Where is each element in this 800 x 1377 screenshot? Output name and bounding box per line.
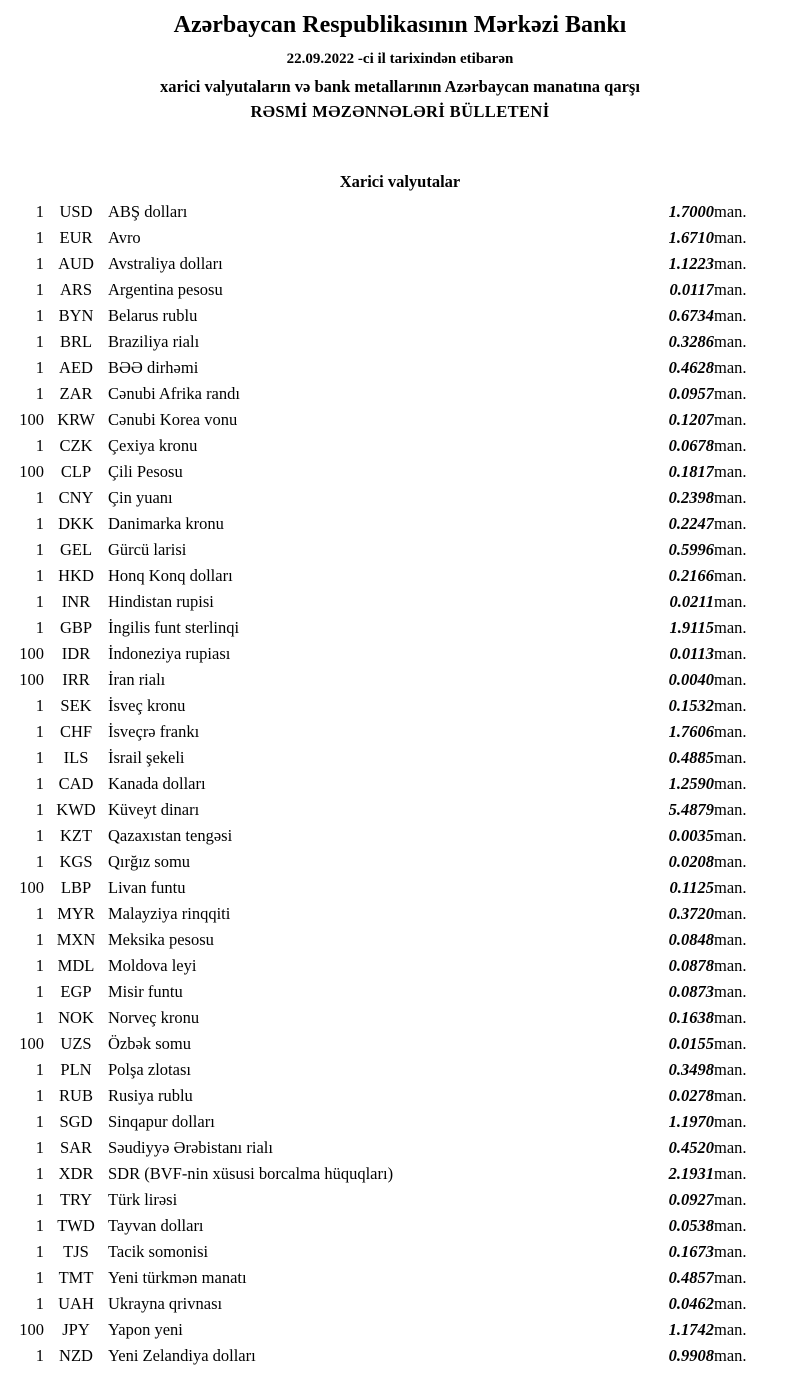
rate-currency-name: Çexiya kronu — [108, 436, 198, 455]
rate-unit: man. — [714, 774, 747, 793]
rate-value: 0.0211 — [669, 592, 714, 611]
rate-row — [0, 563, 800, 589]
rate-unit: man. — [714, 982, 747, 1001]
rate-currency-name: Türk lirəsi — [108, 1190, 178, 1209]
rate-value: 0.4520 — [668, 1138, 714, 1157]
rate-value: 0.1638 — [668, 1008, 714, 1027]
rate-row — [0, 1213, 800, 1239]
rate-row — [0, 251, 800, 277]
rate-value: 0.3498 — [668, 1060, 714, 1079]
rate-currency-name: Özbək somu — [108, 1034, 191, 1053]
rate-currency-name: İsrail şekeli — [108, 748, 185, 767]
rate-quantity: 1 — [35, 1138, 44, 1157]
rate-currency-code: CNY — [58, 488, 94, 507]
rate-value: 0.0462 — [668, 1294, 714, 1313]
rate-row — [0, 511, 800, 537]
rate-currency-name: Çin yuanı — [108, 488, 173, 507]
rate-row — [0, 1317, 800, 1343]
bulletin-title: RƏSMİ MƏZƏNNƏLƏRİ BÜLLETENİ — [250, 102, 550, 121]
rate-value: 0.3286 — [668, 332, 714, 351]
rate-unit: man. — [714, 436, 747, 455]
rate-row — [0, 901, 800, 927]
rate-unit: man. — [714, 306, 747, 325]
rate-value: 0.0208 — [668, 852, 714, 871]
rate-currency-name: Malayziya rinqqiti — [108, 904, 231, 923]
bank-name: Azərbaycan Respublikasının Mərkəzi Bankı — [173, 12, 627, 38]
rate-quantity: 1 — [35, 800, 44, 819]
rate-value: 0.0035 — [668, 826, 714, 845]
rate-currency-code: HKD — [58, 566, 94, 585]
rate-unit: man. — [714, 956, 747, 975]
rate-currency-name: Avstraliya dolları — [108, 254, 223, 273]
rate-currency-code: BRL — [59, 332, 93, 351]
rate-quantity: 1 — [35, 332, 44, 351]
rate-row — [0, 1343, 800, 1369]
rate-value: 0.1532 — [668, 696, 714, 715]
rate-currency-code: UAH — [58, 1294, 94, 1313]
rate-row — [0, 329, 800, 355]
rate-currency-name: SDR (BVF-nin xüsusi borcalma hüquqları) — [108, 1164, 394, 1183]
rate-currency-code: EUR — [59, 228, 93, 247]
rate-currency-code: BYN — [58, 306, 94, 325]
rate-currency-code: KGS — [59, 852, 93, 871]
rate-unit: man. — [714, 384, 747, 403]
rate-currency-name: İsveçrə frankı — [108, 722, 200, 741]
rate-value: 1.1970 — [668, 1112, 714, 1131]
rate-value: 0.2398 — [668, 488, 714, 507]
rate-row — [0, 1005, 800, 1031]
rate-quantity: 100 — [19, 670, 44, 689]
rate-currency-name: ABŞ dolları — [108, 202, 188, 221]
rate-unit: man. — [714, 1112, 747, 1131]
rate-quantity: 1 — [35, 1112, 44, 1131]
rate-currency-name: Moldova leyi — [108, 956, 197, 975]
rate-unit: man. — [714, 462, 747, 481]
rate-row — [0, 953, 800, 979]
rate-row — [0, 719, 800, 745]
rate-currency-code: GEL — [59, 540, 93, 559]
rate-value: 0.4857 — [668, 1268, 714, 1287]
rate-currency-code: DKK — [58, 514, 94, 533]
rate-currency-code: SAR — [59, 1138, 93, 1157]
rate-unit: man. — [714, 1268, 747, 1287]
rate-currency-name: Tayvan dolları — [108, 1216, 204, 1235]
rate-unit: man. — [714, 358, 747, 377]
rate-value: 1.6710 — [668, 228, 714, 247]
rate-currency-code: TJS — [63, 1242, 89, 1261]
rate-unit: man. — [714, 748, 747, 767]
rate-currency-code: IRR — [62, 670, 90, 689]
rate-currency-code: UZS — [60, 1034, 92, 1053]
rate-currency-name: Cənubi Korea vonu — [108, 410, 238, 429]
rate-row — [0, 537, 800, 563]
rate-row — [0, 771, 800, 797]
rates-table — [0, 199, 800, 1369]
rate-row — [0, 1135, 800, 1161]
rate-value: 1.9115 — [669, 618, 714, 637]
rate-quantity: 1 — [35, 280, 44, 299]
rate-currency-name: Braziliya rialı — [108, 332, 200, 351]
rate-currency-code: KZT — [59, 826, 93, 845]
rate-value: 1.7000 — [668, 202, 714, 221]
effective-date-line: 22.09.2022 -ci il tarixindən etibarən — [286, 51, 514, 67]
rate-unit: man. — [714, 1294, 747, 1313]
rate-unit: man. — [714, 904, 747, 923]
rate-row — [0, 355, 800, 381]
rate-currency-code: TMT — [58, 1268, 94, 1287]
rate-value: 0.6734 — [668, 306, 714, 325]
rate-row — [0, 1161, 800, 1187]
rate-value: 0.1817 — [668, 462, 714, 481]
rate-row — [0, 589, 800, 615]
rate-currency-name: Misir funtu — [108, 982, 183, 1001]
rate-quantity: 1 — [35, 1060, 44, 1079]
rate-row — [0, 1057, 800, 1083]
rate-quantity: 1 — [35, 1268, 44, 1287]
rate-value: 2.1931 — [668, 1164, 714, 1183]
rate-quantity: 1 — [35, 1008, 44, 1027]
rate-unit: man. — [714, 1346, 747, 1365]
rate-currency-name: Sinqapur dolları — [108, 1112, 215, 1131]
rate-currency-code: LBP — [60, 878, 92, 897]
rate-currency-code: CLP — [60, 462, 92, 481]
rate-currency-name: Yapon yeni — [108, 1320, 183, 1339]
rate-unit: man. — [714, 852, 747, 871]
rate-unit: man. — [714, 332, 747, 351]
rate-currency-name: Kanada dolları — [108, 774, 206, 793]
rate-currency-code: USD — [59, 202, 93, 221]
rate-currency-name: Cənubi Afrika randı — [108, 384, 240, 403]
rate-row — [0, 407, 800, 433]
rate-value: 0.0878 — [668, 956, 714, 975]
rate-currency-code: EGP — [60, 982, 92, 1001]
rate-unit: man. — [714, 1008, 747, 1027]
rate-row — [0, 277, 800, 303]
rate-row — [0, 485, 800, 511]
rate-currency-name: Küveyt dinarı — [108, 800, 200, 819]
rate-value: 0.4885 — [668, 748, 714, 767]
rate-currency-code: JPY — [62, 1320, 90, 1339]
rate-unit: man. — [714, 228, 747, 247]
rate-unit: man. — [714, 1034, 747, 1053]
rate-currency-code: KRW — [57, 410, 95, 429]
rate-currency-code: ZAR — [59, 384, 93, 403]
rate-unit: man. — [714, 202, 747, 221]
rate-row — [0, 745, 800, 771]
rate-value: 1.2590 — [668, 774, 714, 793]
section-title-foreign-currencies: Xarici valyutalar — [339, 172, 461, 191]
rate-unit: man. — [714, 540, 747, 559]
rate-currency-name: Meksika pesosu — [108, 930, 214, 949]
rate-quantity: 1 — [35, 1294, 44, 1313]
rate-quantity: 1 — [35, 904, 44, 923]
rate-row — [0, 433, 800, 459]
rate-currency-name: Yeni Zelandiya dolları — [108, 1346, 256, 1365]
rate-unit: man. — [714, 930, 747, 949]
rate-currency-code: NOK — [58, 1008, 94, 1027]
rate-currency-name: Polşa zlotası — [108, 1060, 191, 1079]
rate-quantity: 100 — [19, 410, 44, 429]
rate-currency-code: ILS — [63, 748, 89, 767]
rate-value: 0.1207 — [668, 410, 714, 429]
rate-row — [0, 1291, 800, 1317]
rate-currency-name: Ukrayna qrivnası — [108, 1294, 223, 1313]
rate-currency-name: Qırğız somu — [108, 852, 191, 871]
rate-currency-name: Hindistan rupisi — [108, 592, 214, 611]
rate-quantity: 100 — [19, 1320, 44, 1339]
rate-value: 0.1125 — [669, 878, 714, 897]
rate-currency-name: Rusiya rublu — [108, 1086, 193, 1105]
rate-quantity: 1 — [35, 930, 44, 949]
rate-currency-code: IDR — [61, 644, 91, 663]
rate-currency-name: Livan funtu — [108, 878, 186, 897]
rate-quantity: 1 — [35, 566, 44, 585]
rate-currency-code: CAD — [58, 774, 94, 793]
rate-unit: man. — [714, 1242, 747, 1261]
rate-value: 0.5996 — [668, 540, 714, 559]
rate-unit: man. — [714, 1320, 747, 1339]
rate-unit: man. — [714, 1138, 747, 1157]
rate-unit: man. — [714, 1216, 747, 1235]
rate-currency-code: AED — [59, 358, 93, 377]
rate-currency-code: CHF — [59, 722, 93, 741]
rate-unit: man. — [714, 280, 747, 299]
rate-quantity: 1 — [35, 618, 44, 637]
rate-quantity: 1 — [35, 1346, 44, 1365]
rate-currency-code: INR — [61, 592, 91, 611]
rate-currency-code: ARS — [59, 280, 93, 299]
rate-unit: man. — [714, 566, 747, 585]
rate-row — [0, 615, 800, 641]
rate-currency-code: TWD — [57, 1216, 95, 1235]
rate-value: 1.1742 — [668, 1320, 714, 1339]
rate-value: 0.0538 — [668, 1216, 714, 1235]
rate-unit: man. — [714, 592, 747, 611]
rate-value: 0.0113 — [669, 644, 714, 663]
rate-quantity: 1 — [35, 254, 44, 273]
rate-currency-name: Danimarka kronu — [108, 514, 224, 533]
rate-currency-name: İsveç kronu — [108, 696, 186, 715]
rate-row — [0, 1083, 800, 1109]
rate-quantity: 1 — [35, 852, 44, 871]
rate-currency-name: İran rialı — [108, 670, 166, 689]
rate-currency-name: Gürcü larisi — [108, 540, 187, 559]
rate-row — [0, 1187, 800, 1213]
rate-value: 5.4879 — [668, 800, 714, 819]
rate-unit: man. — [714, 878, 747, 897]
rate-quantity: 1 — [35, 982, 44, 1001]
rate-currency-name: Səudiyyə Ərəbistanı rialı — [108, 1138, 273, 1157]
rate-unit: man. — [714, 1190, 747, 1209]
rate-unit: man. — [714, 618, 747, 637]
rate-value: 0.0117 — [669, 280, 714, 299]
rate-quantity: 1 — [35, 826, 44, 845]
rate-unit: man. — [714, 670, 747, 689]
rate-value: 0.2166 — [668, 566, 714, 585]
rate-value: 1.7606 — [668, 722, 714, 741]
rate-row — [0, 1031, 800, 1057]
rate-row — [0, 641, 800, 667]
rate-value: 0.0927 — [668, 1190, 714, 1209]
rate-currency-code: SGD — [59, 1112, 93, 1131]
rate-row — [0, 849, 800, 875]
rate-value: 0.9908 — [668, 1346, 714, 1365]
rate-currency-code: GBP — [59, 618, 93, 637]
rate-quantity: 1 — [35, 1242, 44, 1261]
rate-currency-code: MYR — [57, 904, 95, 923]
rate-row — [0, 459, 800, 485]
rate-currency-name: BƏƏ dirhəmi — [108, 358, 199, 377]
rate-unit: man. — [714, 1164, 747, 1183]
rate-currency-name: Belarus rublu — [108, 306, 198, 325]
rate-row — [0, 225, 800, 251]
rate-quantity: 1 — [35, 306, 44, 325]
rate-currency-code: TRY — [59, 1190, 93, 1209]
rate-currency-code: CZK — [59, 436, 93, 455]
rate-currency-code: PLN — [60, 1060, 92, 1079]
rate-currency-code: AUD — [58, 254, 94, 273]
rate-value: 0.4628 — [668, 358, 714, 377]
rate-row — [0, 693, 800, 719]
rate-unit: man. — [714, 722, 747, 741]
rate-quantity: 100 — [19, 878, 44, 897]
rate-unit: man. — [714, 488, 747, 507]
rate-value: 0.0957 — [668, 384, 714, 403]
rate-currency-name: Avro — [108, 228, 141, 247]
rate-currency-name: Norveç kronu — [108, 1008, 200, 1027]
rate-quantity: 1 — [35, 1216, 44, 1235]
rate-unit: man. — [714, 644, 747, 663]
rate-quantity: 1 — [35, 384, 44, 403]
rate-value: 0.0040 — [668, 670, 714, 689]
rate-currency-name: Honq Konq dolları — [108, 566, 233, 585]
bulletin-header — [0, 12, 800, 122]
rate-value: 0.0155 — [668, 1034, 714, 1053]
rate-value: 0.0848 — [668, 930, 714, 949]
rate-currency-name: Qazaxıstan tengəsi — [108, 826, 233, 845]
rate-quantity: 1 — [35, 488, 44, 507]
rate-unit: man. — [714, 1060, 747, 1079]
rate-row — [0, 875, 800, 901]
rate-row — [0, 381, 800, 407]
rate-currency-name: İngilis funt sterlinqi — [108, 618, 240, 637]
rate-currency-code: XDR — [58, 1164, 94, 1183]
rate-currency-code: MXN — [56, 930, 96, 949]
rate-quantity: 1 — [35, 956, 44, 975]
rate-row — [0, 823, 800, 849]
rate-quantity: 1 — [35, 592, 44, 611]
rate-row — [0, 199, 800, 225]
rate-value: 0.1673 — [668, 1242, 714, 1261]
rate-currency-name: Tacik somonisi — [108, 1242, 209, 1261]
rate-row — [0, 1239, 800, 1265]
rate-unit: man. — [714, 514, 747, 533]
rate-currency-name: Çili Pesosu — [108, 462, 183, 481]
rate-quantity: 1 — [35, 540, 44, 559]
rate-row — [0, 303, 800, 329]
rate-quantity: 100 — [19, 1034, 44, 1053]
rate-row — [0, 667, 800, 693]
rate-quantity: 1 — [35, 202, 44, 221]
rate-currency-name: Argentina pesosu — [108, 280, 223, 299]
rate-unit: man. — [714, 410, 747, 429]
rate-value: 0.3720 — [668, 904, 714, 923]
rate-unit: man. — [714, 254, 747, 273]
rate-quantity: 1 — [35, 358, 44, 377]
rate-value: 0.0678 — [668, 436, 714, 455]
rate-currency-name: Yeni türkmən manatı — [108, 1268, 247, 1287]
rate-quantity: 1 — [35, 1190, 44, 1209]
rate-currency-code: RUB — [59, 1086, 93, 1105]
rate-quantity: 1 — [35, 722, 44, 741]
rate-unit: man. — [714, 800, 747, 819]
rate-value: 1.1223 — [668, 254, 714, 273]
rate-value: 0.0873 — [668, 982, 714, 1001]
rate-quantity: 100 — [19, 462, 44, 481]
description-line: xarici valyutaların və bank metallarının Azərbaycan manatına qarşı — [160, 77, 640, 96]
rate-row — [0, 979, 800, 1005]
rate-value: 0.2247 — [668, 514, 714, 533]
rate-quantity: 1 — [35, 696, 44, 715]
rate-quantity: 1 — [35, 1164, 44, 1183]
rate-quantity: 1 — [35, 514, 44, 533]
rate-quantity: 1 — [35, 774, 44, 793]
rate-value: 0.0278 — [668, 1086, 714, 1105]
rate-quantity: 1 — [35, 228, 44, 247]
rate-currency-code: SEK — [60, 696, 92, 715]
rates-table-body — [0, 199, 800, 1369]
rate-unit: man. — [714, 696, 747, 715]
rate-unit: man. — [714, 1086, 747, 1105]
rate-quantity: 100 — [19, 644, 44, 663]
rate-row — [0, 1109, 800, 1135]
rate-row — [0, 1265, 800, 1291]
rate-currency-name: İndoneziya rupiası — [108, 644, 231, 663]
rate-currency-code: NZD — [59, 1346, 93, 1365]
rate-quantity: 1 — [35, 436, 44, 455]
rate-quantity: 1 — [35, 1086, 44, 1105]
rate-currency-code: MDL — [57, 956, 95, 975]
rate-row — [0, 927, 800, 953]
rate-row — [0, 797, 800, 823]
rate-quantity: 1 — [35, 748, 44, 767]
rate-currency-code: KWD — [56, 800, 96, 819]
rate-unit: man. — [714, 826, 747, 845]
